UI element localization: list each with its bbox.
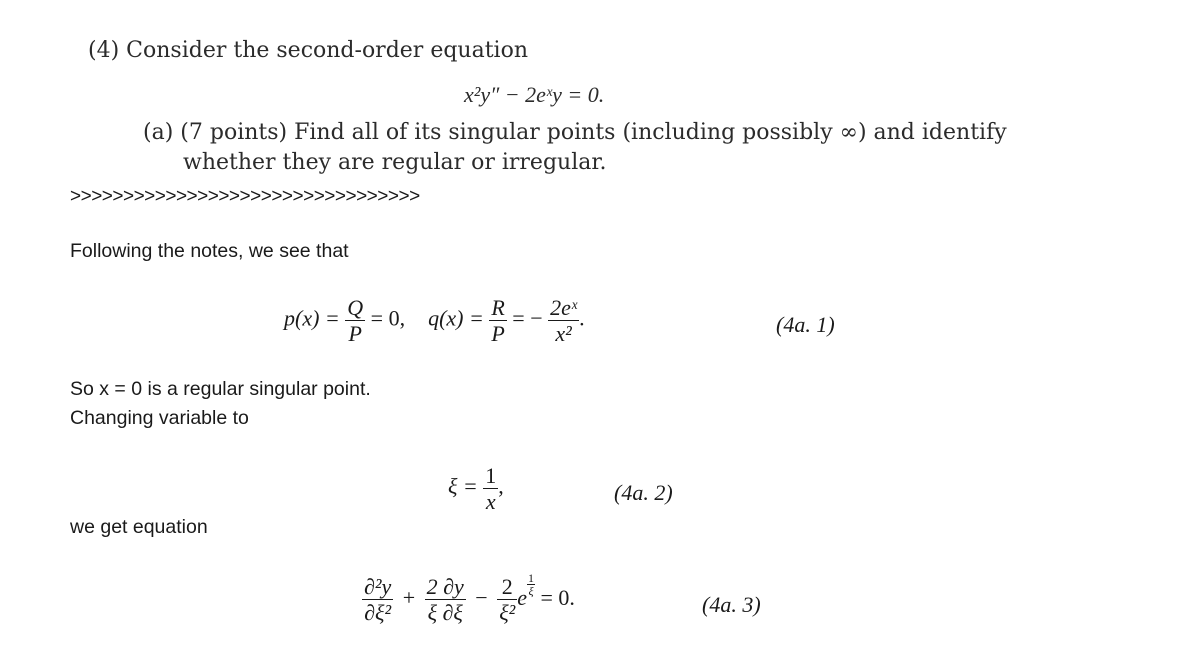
xi-lhs: ξ = [448, 473, 478, 499]
problem-intro: Consider the second-order equation [126, 38, 528, 63]
exp-fraction [527, 572, 535, 597]
part-label: (a) [143, 120, 174, 145]
problem-number: (4) [88, 38, 120, 63]
problem-equation: x²y″ − 2eˣy = 0. [464, 82, 605, 107]
part-a-line1 [143, 120, 1007, 145]
minus-sign: − [475, 585, 488, 610]
tag-4a2: (4a. 2) [614, 480, 673, 505]
q-eq: = − [512, 305, 543, 331]
q-numerator-2: 2eˣ [550, 295, 578, 320]
t1-denominator: ∂ξ² [364, 600, 392, 626]
equation-4a1 [284, 296, 585, 345]
xi-end: , [498, 473, 504, 499]
exp-base: e [517, 585, 528, 610]
separator: >>>>>>>>>>>>>>>>>>>>>>>>>>>>>>>>> [70, 186, 420, 207]
q-lhs: q(x) = [428, 305, 484, 331]
q-fraction-2 [548, 296, 579, 345]
solution-line1: Following the notes, we see that [70, 240, 349, 262]
p-denominator: P [348, 321, 362, 347]
xi-denominator: x [485, 489, 496, 515]
t2-denominator: ξ ∂ξ [427, 600, 463, 626]
xi-fraction [483, 464, 498, 513]
first-derivative-term [425, 575, 466, 624]
third-term-coefficient [497, 575, 517, 624]
equation-4a2 [448, 464, 504, 513]
t1-numerator: ∂²y [364, 574, 392, 600]
exp-numerator: 1 [528, 571, 535, 585]
eq3-end: = 0. [540, 585, 575, 610]
part-text-line1: Find all of its singular points (including possibly ∞) and identify [294, 120, 1007, 145]
t3-denominator: ξ² [499, 600, 516, 626]
p-rhs: = 0, [370, 305, 406, 331]
solution-line3: Changing variable to [70, 407, 249, 429]
plus-sign: + [402, 585, 416, 610]
p-lhs: p(x) = [284, 305, 340, 331]
q-fraction [489, 296, 506, 345]
xi-numerator: 1 [485, 463, 497, 488]
tag-4a3: (4a. 3) [702, 592, 761, 617]
p-fraction [345, 296, 365, 345]
q-end: . [579, 305, 585, 331]
solution-line4: we get equation [70, 516, 208, 538]
q-numerator: R [491, 295, 505, 320]
p-numerator: Q [347, 295, 364, 320]
problem-header [88, 38, 528, 63]
solution-line2: So x = 0 is a regular singular point. [70, 378, 371, 400]
equation-4a3 [362, 572, 575, 625]
t2-numerator: 2 ∂y [426, 574, 464, 600]
q-denominator: P [491, 321, 505, 347]
tag-4a1: (4a. 1) [776, 312, 835, 337]
part-points: (7 points) [180, 120, 288, 145]
exp-denominator: ξ [528, 584, 534, 598]
t3-numerator: 2 [497, 575, 517, 600]
second-derivative-term [362, 575, 393, 624]
q-denominator-2: x² [555, 321, 572, 347]
part-text-line2: whether they are regular or irregular. [183, 150, 607, 175]
